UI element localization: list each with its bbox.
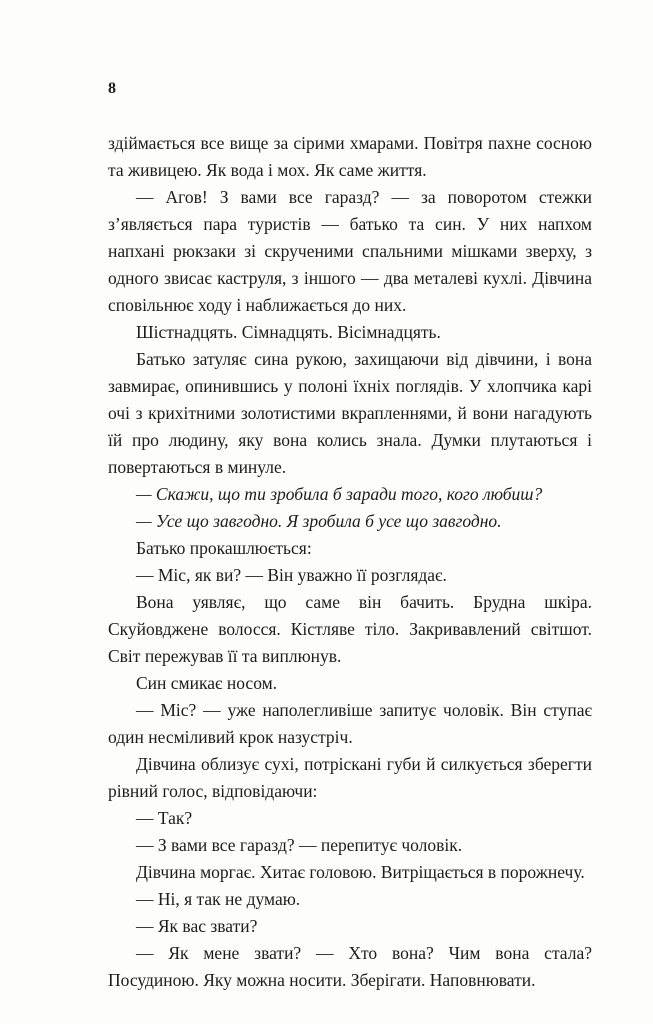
paragraph: — З вами все гаразд? — перепитує чоловік. (136, 835, 463, 855)
paragraph: Син смикає носом. (136, 673, 278, 693)
paragraph: здіймається все вище за сірими хмарами. Повітря пахне сосною та живицею. Як вода і мох. Як саме життя. (108, 133, 592, 180)
paragraph: — Міс? — уже наполегливіше запитує чоловік. Він ступає один несміливий крок назустріч. (108, 700, 592, 747)
paragraph: — Агов! З вами все гаразд? — за поворотом стежки з’являється пара туристів — батько та син. У них напхом напхані рюкзаки зі скрученими спальними мішками зверху, з одного звисає каструля, з іншого — два металеві кухлі. Дівчина сповільнює ходу і наближається до них. (108, 187, 592, 315)
paragraph: — Як вас звати? (136, 916, 258, 936)
paragraph: Дівчина облизує сухі, потріскані губи й силкується зберегти рівний голос, відповідаючи: (108, 754, 592, 801)
paragraph: Дівчина моргає. Хитає головою. Витріщається в порожнечу. (136, 862, 585, 882)
paragraph: — Скажи, що ти зробила б заради того, кого любиш? (136, 484, 543, 504)
paragraph: Батько затуляє сина рукою, захищаючи від дівчини, і вона завмирає, опинившись у полоні їхніх поглядів. У хлопчика карі очі з крихітними золотистими вкрапленнями, й вони нагадують їй про людину, яку вона колись знала. Думки плутаються і повертаються в минуле. (108, 349, 592, 477)
paragraph: Батько прокашлюється: (136, 538, 312, 558)
paragraph: Вона уявляє, що саме він бачить. Брудна шкіра. Скуйовджене волосся. Кістляве тіло. Закривавлений світшот. Світ пережував її та виплюнув. (108, 592, 592, 666)
paragraph: — Міс, як ви? — Він уважно її розглядає. (136, 565, 447, 585)
paragraph: — Усе що завгодно. Я зробила б усе що завгодно. (136, 511, 502, 531)
paragraph: — Ні, я так не думаю. (136, 889, 301, 909)
paragraph: — Так? (136, 808, 193, 828)
paragraph: — Як мене звати? — Хто вона? Чим вона стала? Посудиною. Яку можна носити. Зберігати. Наповнювати. (108, 943, 592, 990)
body-text-block (108, 130, 592, 994)
paragraph: Шістнадцять. Сімнадцять. Вісімнадцять. (136, 322, 441, 342)
page-number: 8 (108, 80, 116, 97)
